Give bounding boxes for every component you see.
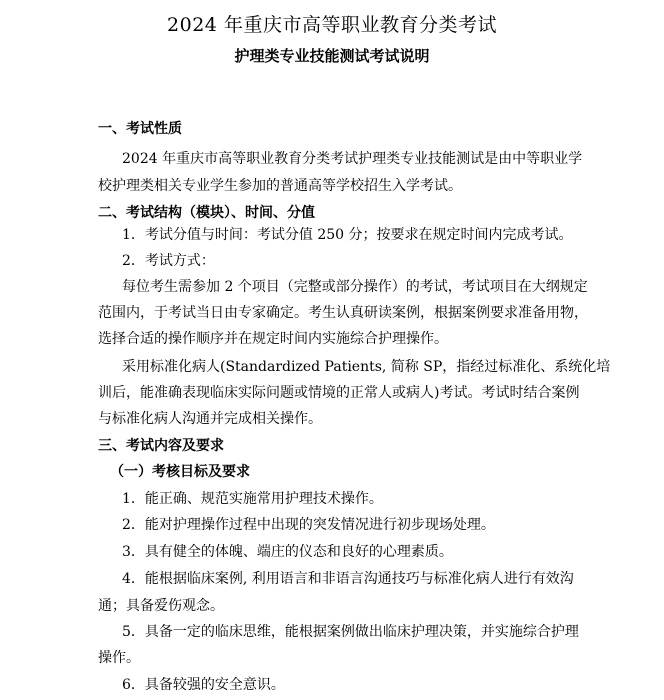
section-2-heading: 二、考试结构（模块）、时间、分值 [98,205,315,221]
s2-item-1: 1．考试分值与时间：考试分值 250 分；按要求在规定时间内完成考试。 [122,227,573,243]
s3-item-5-line-1: 5．具备一定的临床思维，能根据案例做出临床护理决策，并实施综合护理 [122,624,579,640]
document-title: 2024 年重庆市高等职业教育分类考试 [167,14,497,36]
s1-para-line-1: 2024 年重庆市高等职业教育分类考试护理类专业技能测试是由中等职业学 [122,151,583,167]
s2-para1-line-3: 选择合适的操作顺序并在规定时间内实施综合护理操作。 [98,331,448,347]
s3-item-6: 6．具备较强的安全意识。 [122,677,285,693]
s3-item-2: 2．能对护理操作过程中出现的突发情况进行初步现场处理。 [122,517,495,533]
s2-para1-line-2: 范围内，于考试当日由专家确定。考生认真研读案例，根据案例要求准备用物， [98,305,588,321]
s3-item-4-line-1: 4．能根据临床案例, 利用语言和非语言沟通技巧与标准化病人进行有效沟 [122,571,574,587]
s2-item-2: 2．考试方式： [122,253,215,269]
s3-item-5-line-2: 操作。 [98,650,140,666]
s2-para2-line-3: 与标准化病人沟通并完成相关操作。 [98,411,322,427]
s3-item-1: 1．能正确、规范实施常用护理技术操作。 [122,491,383,507]
section-3-subheading: （一）考核目标及要求 [110,464,250,480]
s3-item-4-line-2: 通；具备爱伤观念。 [98,598,224,614]
document-subtitle: 护理类专业技能测试考试说明 [234,47,430,65]
s3-item-3: 3．具有健全的体魄、端庄的仪态和良好的心理素质。 [122,544,453,560]
section-3-heading: 三、考试内容及要求 [98,438,224,454]
s1-para-line-2: 校护理类相关专业学生参加的普通高等学校招生入学考试。 [98,178,462,194]
s2-para2-line-2: 训后，能准确表现临床实际问题或情境的正常人或病人)考试。考试时结合案例 [98,385,580,401]
section-1-heading: 一、考试性质 [98,121,182,137]
s2-para1-line-1: 每位考生需参加 2 个项目（完整或部分操作）的考试，考试项目在大纲规定 [122,279,588,295]
s2-para2-line-1: 采用标准化病人(Standardized Patients, 简称 SP，指经过标准化、系统化培 [122,359,611,375]
